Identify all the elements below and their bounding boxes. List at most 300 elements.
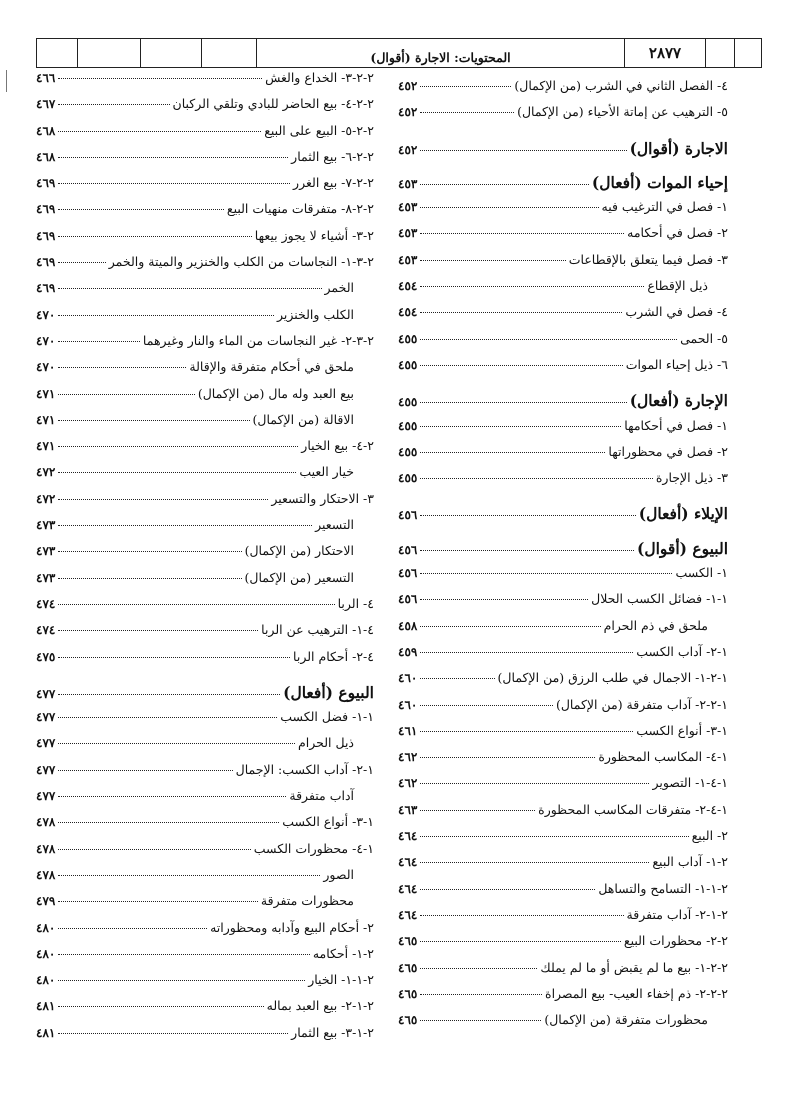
toc-entry-title: البيوع (أقوال) (637, 538, 728, 558)
toc-entry-title: التسعير (315, 517, 354, 533)
toc-entry (398, 225, 728, 251)
toc-section-heading (36, 683, 374, 709)
dot-leader (58, 796, 286, 797)
toc-entry (36, 972, 374, 998)
toc-page-number: ٤٦٤ (398, 881, 418, 896)
dot-leader (420, 207, 598, 208)
header-empty-cell (141, 39, 202, 67)
toc-entry (398, 252, 728, 278)
toc-page-number: ٤٥٥ (398, 444, 418, 459)
toc-page-number: ٤٦٧ (36, 97, 56, 112)
toc-left-column (36, 70, 374, 1051)
toc-entry-title: بيع العبد وله مال (من الإكمال) (197, 385, 354, 401)
toc-entry (398, 618, 728, 644)
toc-entry (398, 304, 728, 330)
toc-page-number: ٤٦٨ (36, 149, 56, 164)
dot-leader (420, 862, 649, 863)
dot-leader (58, 131, 261, 132)
toc-page-number: ٤٥٣ (398, 226, 418, 241)
toc-entry-title: ٢-١- أحكامه (312, 945, 374, 961)
dot-leader (420, 339, 677, 340)
toc-page-number: ٤٦٠ (398, 671, 418, 686)
toc-entry (36, 333, 374, 359)
toc-page-number: ٤٧٢ (36, 491, 56, 506)
toc-entry-title: ١-٣- أنواع الكسب (282, 814, 374, 830)
toc-entry (398, 470, 728, 496)
toc-page-number: ٤٥٦ (398, 542, 418, 557)
toc-entry (36, 70, 374, 96)
toc-page-number: ٤٧٩ (36, 894, 56, 909)
toc-entry-title: ٢-٣-١- النجاسات من الكلب والخنزير والميتة والخمر (108, 254, 374, 270)
dot-leader (58, 630, 258, 631)
header-empty-cell (735, 39, 761, 67)
dot-leader (58, 288, 321, 289)
toc-entry-title: ٢-٣-٢- غير النجاسات من الماء والنار وغيرهما (142, 332, 374, 348)
page-header (36, 38, 762, 68)
toc-entry (36, 517, 374, 543)
toc-page-number: ٤٥٦ (398, 592, 418, 607)
toc-entry (36, 596, 374, 622)
toc-entry (36, 96, 374, 122)
toc-entry-title: ١-١- فضل الكسب (280, 709, 374, 725)
toc-page-number: ٤٧٠ (36, 360, 56, 375)
toc-entry (36, 386, 374, 412)
toc-page-number: ٤٥٢ (398, 142, 418, 157)
dot-leader (420, 757, 595, 758)
toc-entry-title: الاحتكار (من الإكمال) (244, 543, 354, 559)
toc-entry-title: ١-٤- المكاسب المحظورة (598, 749, 728, 765)
toc-page-number: ٤٥٤ (398, 305, 418, 320)
dot-leader (58, 236, 251, 237)
toc-page-number: ٤٦٥ (398, 960, 418, 975)
toc-page-number: ٤٦٩ (36, 228, 56, 243)
toc-page-number: ٤٦٩ (36, 202, 56, 217)
toc-entry (36, 412, 374, 438)
toc-entry (398, 1012, 728, 1038)
toc-entry-title: ١-٢-٢- آداب متفرقة (من الإكمال) (555, 696, 728, 712)
dot-leader (58, 604, 334, 605)
toc-entry-title: الاجارة (أقوال) (629, 138, 728, 158)
toc-entry (398, 104, 728, 130)
toc-entry (36, 543, 374, 569)
toc-entry-title: إحياء الموات (أفعال) (591, 172, 728, 192)
toc-section-heading (398, 539, 728, 565)
toc-page-number: ٤٥٥ (398, 395, 418, 410)
toc-page-number: ٤٧١ (36, 412, 56, 427)
dot-leader (420, 150, 626, 151)
toc-page-number: ٤٦٩ (36, 281, 56, 296)
dot-leader (58, 743, 295, 744)
dot-leader (420, 652, 633, 653)
toc-entry-title: خيار العيب (299, 464, 354, 480)
toc-page-number: ٤٦٢ (398, 750, 418, 765)
toc-entry-title: الإيلاء (أفعال) (638, 504, 728, 524)
toc-entry-title: ٤- الفصل الثاني في الشرب (من الإكمال) (514, 78, 728, 93)
toc-page-number: ٤٦٤ (398, 907, 418, 922)
toc-entry-title: ٣- ذيل الإجارة (655, 470, 728, 486)
toc-page-number: ٤٥٢ (398, 105, 418, 120)
toc-entry (36, 254, 374, 280)
toc-entry (398, 960, 728, 986)
toc-entry-title: البيوع (أفعال) (283, 682, 374, 702)
toc-entry (398, 670, 728, 696)
toc-page-number: ٤٥٥ (398, 471, 418, 486)
dot-leader (58, 694, 280, 695)
toc-entry (36, 788, 374, 814)
dot-leader (58, 394, 194, 395)
dot-leader (420, 286, 644, 287)
toc-entry-title: ٣- فصل فيما يتعلق بالإقطاعات (568, 251, 728, 267)
toc-entry (398, 331, 728, 357)
toc-entry (398, 749, 728, 775)
toc-entry-title: ٢-٢-١- بيع ما لم يقبض أو ما لم يملك (540, 959, 728, 975)
toc-entry (36, 438, 374, 464)
dot-leader (58, 446, 298, 447)
toc-entry-title: ٢-١-١- الخيار (308, 972, 374, 988)
toc-entry-title: ١-٢-١- الاجمال في طلب الرزق (من الإكمال) (497, 670, 728, 686)
toc-entry (36, 649, 374, 675)
toc-page-number: ٤٧٤ (36, 623, 56, 638)
toc-page-number: ٤٧٨ (36, 867, 56, 882)
toc-entry-title: ٢- أحكام البيع وآدابه ومحظوراته (210, 919, 374, 935)
toc-page-number: ٤٦٤ (398, 829, 418, 844)
toc-entry (36, 228, 374, 254)
margin-mark (6, 70, 7, 92)
toc-entry (398, 986, 728, 1012)
dot-leader (58, 849, 250, 850)
toc-entry-title: ملحق في ذم الحرام (603, 617, 708, 633)
header-title: المحتويات: الاجارة (أقوال) (257, 39, 625, 67)
toc-page-number: ٤٨٠ (36, 973, 56, 988)
toc-page-number: ٤٦٠ (398, 697, 418, 712)
toc-entry-title: ١-٢- آداب الكسب: الإجمال (235, 761, 374, 777)
toc-entry-title: ٢-٢-٨- متفرقات منهيات البيع (226, 201, 374, 217)
toc-page-number: ٤٦٥ (398, 986, 418, 1001)
toc-page-number: ٤٦٣ (398, 802, 418, 817)
dot-leader (58, 499, 268, 500)
dot-leader (58, 980, 305, 981)
dot-leader (420, 573, 672, 574)
header-empty-cell (706, 39, 735, 67)
toc-page-number: ٤٥٣ (398, 252, 418, 267)
dot-leader (420, 312, 622, 313)
toc-page-number: ٤٦٥ (398, 1013, 418, 1028)
dot-leader (58, 551, 241, 552)
dot-leader (420, 86, 511, 87)
toc-entry (36, 123, 374, 149)
toc-page-number: ٤٥٨ (398, 618, 418, 633)
toc-page-number: ٤٦٦ (36, 71, 56, 85)
dot-leader (420, 426, 621, 427)
dot-leader (58, 901, 258, 902)
dot-leader (58, 157, 288, 158)
header-empty-cell (37, 39, 78, 67)
dot-leader (420, 941, 621, 942)
toc-entry-title: ٥- الترهيب عن إماتة الأحياء (من الإكمال) (517, 104, 728, 120)
toc-entry-title: الكلب والخنزير (276, 306, 354, 322)
toc-entry (398, 697, 728, 723)
dot-leader (420, 112, 514, 113)
toc-entry (398, 644, 728, 670)
toc-entry (36, 735, 374, 761)
toc-entry (398, 418, 728, 444)
toc-entry-title: ١-٢- آداب الكسب (636, 643, 728, 659)
toc-entry-title: ١- الكسب (675, 565, 728, 581)
toc-entry-title: ٢-١-٣- بيع الثمار (291, 1024, 374, 1040)
toc-entry (398, 199, 728, 225)
toc-entry-title: ٢-١- آداب البيع (652, 854, 728, 870)
toc-entry (36, 998, 374, 1024)
toc-entry-title: ٢- فصل في أحكامه (627, 225, 728, 241)
toc-entry (36, 814, 374, 840)
dot-leader (420, 599, 588, 600)
toc-entry-title: ٢-٢-٢- ذم إخفاء العيب- بيع المصراة (545, 985, 728, 1001)
dot-leader (420, 626, 600, 627)
toc-page-number: ٤٦١ (398, 723, 418, 738)
toc-page-number: ٤٥٩ (398, 644, 418, 659)
toc-section-heading (398, 504, 728, 530)
toc-entry (36, 201, 374, 227)
dot-leader (58, 367, 186, 368)
toc-entry-title: ١-٣- أنواع الكسب (636, 722, 728, 738)
toc-page-number: ٤٥٥ (398, 331, 418, 346)
toc-entry (36, 307, 374, 333)
dot-leader (58, 954, 309, 955)
toc-entry-title: ٢- فصل في محظوراتها (608, 443, 728, 459)
toc-entry-title: ٢-١-١- التسامح والتساهل (598, 880, 728, 896)
toc-entry (398, 933, 728, 959)
dot-leader (420, 705, 553, 706)
toc-page-number: ٤٧٠ (36, 333, 56, 348)
dot-leader (58, 578, 241, 579)
toc-entry-title: ٤- فصل في الشرب (625, 304, 728, 320)
dot-leader (420, 783, 649, 784)
dot-leader (58, 717, 277, 718)
dot-leader (420, 452, 605, 453)
header-empty-cell (78, 39, 141, 67)
dot-leader (58, 315, 274, 316)
toc-entry (36, 149, 374, 175)
toc-entry-title: ١-٤-١- التصوير (652, 775, 728, 791)
toc-entry-title: التسعير (من الإكمال) (244, 569, 354, 585)
toc-entry (398, 907, 728, 933)
dot-leader (58, 1033, 288, 1034)
toc-page-number: ٤٨١ (36, 1025, 56, 1040)
toc-entry (398, 802, 728, 828)
dot-leader (58, 341, 140, 342)
toc-entry (36, 946, 374, 972)
toc-entry-title: ٥- الحمى (680, 330, 728, 346)
header-empty-cell (202, 39, 257, 67)
toc-entry (36, 359, 374, 385)
toc-entry (36, 570, 374, 596)
toc-entry (398, 565, 728, 591)
dot-leader (420, 889, 595, 890)
toc-entry (36, 920, 374, 946)
toc-section-heading (398, 391, 728, 417)
toc-entry (36, 280, 374, 306)
dot-leader (58, 822, 279, 823)
dot-leader (58, 262, 105, 263)
toc-page-number: ٤٨١ (36, 999, 56, 1014)
dot-leader (420, 233, 624, 234)
dot-leader (420, 478, 653, 479)
toc-entry (398, 828, 728, 854)
toc-entry (36, 893, 374, 919)
toc-page-number: ٤٧١ (36, 386, 56, 401)
dot-leader (58, 525, 312, 526)
toc-entry (398, 278, 728, 304)
dot-leader (420, 365, 622, 366)
dot-leader (58, 209, 224, 210)
toc-entry-title: ٢-٢-٥- البيع على البيع (264, 122, 374, 138)
dot-leader (420, 550, 634, 551)
toc-entry-title: ٢-٢-٣- الخداع والغش (265, 70, 374, 85)
toc-entry-title: ٣- الاحتكار والتسعير (271, 490, 374, 506)
toc-page-number: ٤٧٢ (36, 465, 56, 480)
dot-leader (58, 875, 320, 876)
toc-entry-title: ١-٤-٢- متفرقات المكاسب المحظورة (538, 801, 728, 817)
toc-entry-title: ١- فصل في أحكامها (624, 417, 728, 433)
toc-entry-title: الخمر (324, 280, 354, 296)
toc-entry (36, 464, 374, 490)
toc-entry-title: ٢-٢-٧- بيع الغرر (293, 175, 374, 191)
dot-leader (420, 402, 626, 403)
toc-entry (36, 622, 374, 648)
toc-entry-title: ٢-٤- بيع الخيار (301, 438, 374, 454)
dot-leader (420, 184, 589, 185)
dot-leader (420, 678, 494, 679)
toc-entry-title: الصور (323, 866, 354, 882)
toc-entry-title: ٢-٢- محظورات البيع (623, 933, 728, 949)
dot-leader (58, 420, 249, 421)
toc-page-number: ٤٦٩ (36, 176, 56, 191)
toc-page-number: ٤٥٦ (398, 508, 418, 523)
toc-entry-title: ذيل الحرام (298, 735, 354, 751)
toc-entry (36, 762, 374, 788)
dot-leader (58, 928, 207, 929)
toc-page-number: ٤٧١ (36, 439, 56, 454)
toc-page-number: ٤٥٦ (398, 566, 418, 581)
dot-leader (58, 657, 290, 658)
toc-page-number: ٤٧٣ (36, 570, 56, 585)
toc-entry (398, 723, 728, 749)
toc-entry-title: محظورات متفرقة (من الإكمال) (544, 1012, 708, 1028)
toc-page-number: ٤٧٣ (36, 518, 56, 533)
toc-page-number: ٤٥٢ (398, 79, 418, 93)
dot-leader (58, 472, 296, 473)
toc-page-number: ٤٦٤ (398, 855, 418, 870)
toc-entry-title: ٤-٢- أحكام الربا (293, 648, 374, 664)
toc-page-number: ٤٦٩ (36, 255, 56, 270)
toc-section-heading (398, 139, 728, 165)
dot-leader (58, 78, 262, 79)
toc-entry-title: ٦- ذيل إحياء الموات (625, 356, 728, 372)
toc-entry-title: ١-١- فضائل الكسب الحلال (591, 591, 728, 607)
toc-page-number: ٤٧٧ (36, 736, 56, 751)
toc-page-number: ٤٧٠ (36, 307, 56, 322)
toc-entry-title: ٢-٢-٤- بيع الحاضر للبادي وتلقي الركبان (172, 96, 374, 112)
toc-entry-title: محظورات متفرقة (260, 893, 354, 909)
toc-entry-title: ١- فصل في الترغيب فيه (601, 199, 728, 215)
toc-entry-title: ٢-١-٢- آداب متفرقة (626, 906, 728, 922)
toc-entry-title: ١-٤- محظورات الكسب (253, 840, 374, 856)
toc-entry (398, 591, 728, 617)
toc-entry (398, 775, 728, 801)
dot-leader (420, 515, 635, 516)
toc-entry (398, 78, 728, 104)
toc-page-number: ٤٧٣ (36, 544, 56, 559)
page-number: ٢٨٧٧ (625, 39, 706, 67)
dot-leader (420, 1020, 541, 1021)
toc-entry (398, 357, 728, 383)
dot-leader (420, 994, 542, 995)
toc-entry-title: الإجارة (أفعال) (629, 391, 728, 411)
toc-page-number: ٤٧٧ (36, 789, 56, 804)
toc-entry (36, 841, 374, 867)
toc-entry-title: ملحق في أحكام متفرقة والإقالة (189, 359, 354, 375)
toc-page-number: ٤٥٣ (398, 200, 418, 215)
dot-leader (58, 183, 290, 184)
toc-page-number: ٤٨٠ (36, 920, 56, 935)
toc-page-number: ٤٧٧ (36, 762, 56, 777)
toc-entry (398, 444, 728, 470)
toc-entry-title: ٢-٢-٦- بيع الثمار (291, 148, 374, 164)
toc-entry-title: آداب متفرقة (289, 788, 354, 804)
toc-page-number: ٤٥٥ (398, 418, 418, 433)
toc-entry (36, 709, 374, 735)
toc-right-column (398, 78, 728, 1038)
dot-leader (420, 810, 535, 811)
toc-entry-title: ٤- الربا (337, 595, 374, 611)
toc-entry-title: الاقالة (من الإكمال) (252, 411, 354, 427)
toc-entry (36, 1025, 374, 1051)
dot-leader (420, 260, 565, 261)
toc-entry-title: ٢-٣- أشياء لا يجوز بيعها (254, 227, 374, 243)
toc-entry-title: ٤-١- الترهيب عن الربا (261, 622, 374, 638)
toc-page-number: ٤٥٥ (398, 357, 418, 372)
toc-page-number: ٤٧٨ (36, 841, 56, 856)
toc-entry (398, 881, 728, 907)
toc-entry (36, 867, 374, 893)
toc-page-number: ٤٥٤ (398, 279, 418, 294)
dot-leader (420, 915, 623, 916)
toc-entry (36, 175, 374, 201)
dot-leader (58, 770, 232, 771)
toc-page-number: ٤٧٨ (36, 815, 56, 830)
toc-page-number: ٤٧٤ (36, 596, 56, 611)
toc-page-number: ٤٧٥ (36, 649, 56, 664)
toc-page-number: ٤٧٧ (36, 686, 56, 701)
toc-page-number: ٤٨٠ (36, 946, 56, 961)
toc-entry (36, 491, 374, 517)
toc-page-number: ٤٦٢ (398, 776, 418, 791)
dot-leader (420, 836, 688, 837)
toc-entry-title: ٢-١-٢- بيع العبد بماله (266, 998, 374, 1014)
toc-entry-title: ٢- البيع (691, 828, 728, 844)
toc-section-heading (398, 173, 728, 199)
toc-entry (398, 854, 728, 880)
toc-page-number: ٤٦٨ (36, 123, 56, 138)
dot-leader (420, 731, 633, 732)
toc-page-number: ٤٧٧ (36, 710, 56, 725)
dot-leader (58, 1006, 263, 1007)
toc-page-number: ٤٦٥ (398, 934, 418, 949)
dot-leader (58, 104, 169, 105)
toc-page-number: ٤٥٣ (398, 176, 418, 191)
toc-entry-title: ذيل الإقطاع (647, 278, 708, 294)
dot-leader (420, 968, 537, 969)
